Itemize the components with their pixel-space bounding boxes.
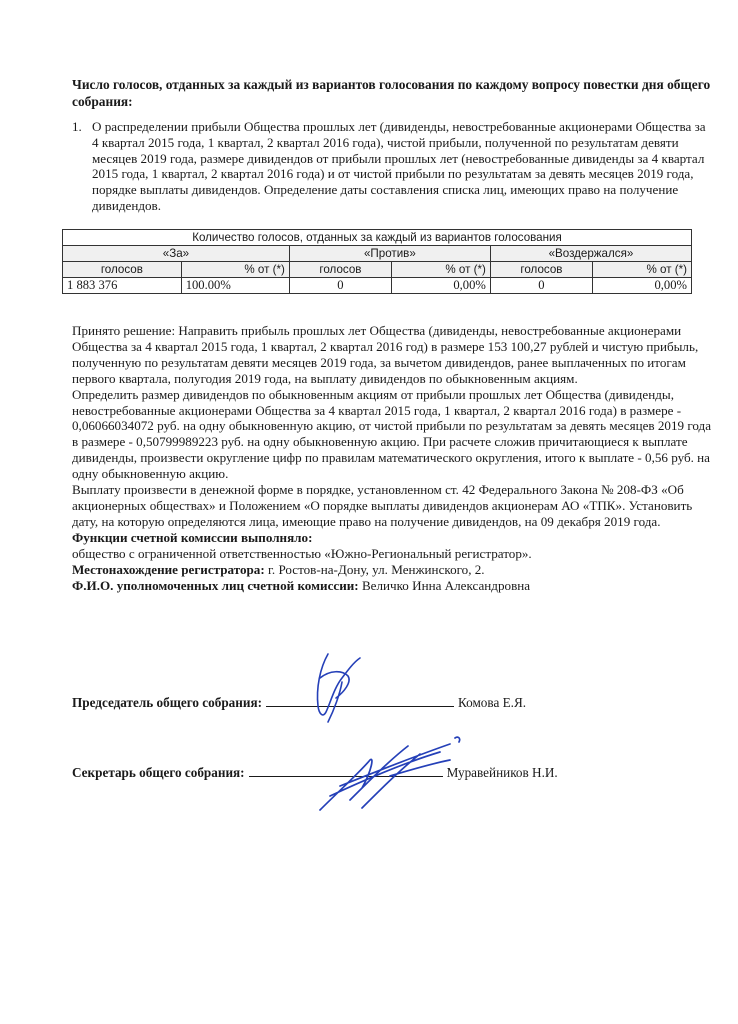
persons-value: Величко Инна Александровна xyxy=(361,577,531,593)
location-value: г. Ростов-на-Дону, ул. Менжинского, 2. xyxy=(268,561,485,577)
secretary-handwritten-signature xyxy=(300,730,480,820)
vozd-votes-value: 0 xyxy=(490,278,592,294)
chair-handwritten-signature xyxy=(290,648,380,728)
secretary-label: Секретарь общего собрания: xyxy=(72,765,245,780)
za-votes-value: 1 883 376 xyxy=(63,278,182,294)
table-caption: Количество голосов, отданных за каждый из вариантов голосования xyxy=(63,230,692,246)
commission-label: Функции счетной комиссии выполняло: xyxy=(72,529,313,545)
commission-name: общество с ограниченной ответственностью «Южно-Региональный регистратор». xyxy=(72,545,532,561)
decision-paragraph-2: Определить размер дивидендов по обыкновенным акциям от прибыли прошлых лет Общества (дивиденды, невостребованные акционерами Общества за 4 квартал 2015 года, 1 квартал, 2 квартал 2016 года) в размере - 0,06066034072 руб. на одну обыкновенную акцию, от чистой прибыли по результатам за девять месяцев 2019 года в размере - 0,50799989223 руб. на одну обыкновенную акцию. При расчете сложив причитающиеся к выплате дивиденды, произвести округление цифр по правилам математического округления, итого к выплате - 0,56 руб. на одну обыкновенную акцию. xyxy=(72,386,712,482)
agenda-question xyxy=(72,119,712,214)
secretary-name: Муравейников Н.И. xyxy=(446,765,558,780)
col-pct-protiv: % от (*) xyxy=(391,262,490,278)
group-vozderzhalsya: «Воздержался» xyxy=(490,246,691,262)
col-votes-za: голосов xyxy=(63,262,182,278)
col-pct-vozd: % от (*) xyxy=(592,262,691,278)
protiv-votes-value: 0 xyxy=(289,278,391,294)
col-pct-za: % от (*) xyxy=(181,262,289,278)
registrar-location-line xyxy=(72,562,712,578)
votes-heading: Число голосов, отданных за каждый из вариантов голосования по каждому вопросу повестки дня общего собрания: xyxy=(72,77,711,109)
commission-persons-line xyxy=(72,578,712,594)
chair-name: Комова Е.Я. xyxy=(457,695,527,710)
location-label: Местонахождение регистратора: xyxy=(72,561,265,577)
decision-paragraph-3: Выплату произвести в денежной форме в порядке, установленном ст. 42 Федерального Закона № 208-ФЗ «Об акционерных обществах» и Положением «О порядке выплаты дивидендов акционерам АО «ТПК». Установить дату, на которую определяются лица, имеющие право на получение дивидендов, на 09 декабря 2019 года. xyxy=(72,482,693,529)
za-pct-value: 100.00% xyxy=(181,278,289,294)
chair-signature-row xyxy=(72,694,712,711)
vozd-pct-value: 0,00% xyxy=(592,278,691,294)
group-za: «За» xyxy=(63,246,290,262)
question-number: 1. xyxy=(72,119,82,134)
chair-label: Председатель общего собрания: xyxy=(72,695,262,710)
persons-label: Ф.И.О. уполномоченных лиц счетной комиссии: xyxy=(72,577,359,593)
col-votes-vozd: голосов xyxy=(490,262,592,278)
group-protiv: «Против» xyxy=(289,246,490,262)
col-votes-protiv: голосов xyxy=(289,262,391,278)
question-text: О распределении прибыли Общества прошлых лет (дивиденды, невостребованные акционерами Общества за 4 квартал 2015 года, 1 квартал, 2 квартал 2016 года), чистой прибыли, полученной по результатам девяти месяцев 2019 года, размере дивидендов от прибыли прошлых лет (невостребованные дивиденды за 4 квартал 2015 года, 1 квартал, 2 квартал 2016 года) и от чистой прибыли по результатам за девять месяцев 2019 года, порядке выплаты дивидендов. Определение даты составления списка лиц, имеющих право на получение дивидендов. xyxy=(92,119,706,213)
decision-block xyxy=(72,323,712,593)
decision-paragraph-1: Принято решение: Направить прибыль прошлых лет Общества (дивиденды, невостребованные акционерами Общества за 4 квартал 2015 года, 1 квартал, 2 квартал 2016 год) в размере 153 100,27 рублей и чистую прибыль, полученную по результатам девяти месяцев 2019 года, за вычетом дивидендов, ранее выплаченных по итогам первого квартала, полугодия 2019 года, на выплату дивидендов по обыкновенным акциям. xyxy=(72,323,699,386)
protiv-pct-value: 0,00% xyxy=(391,278,490,294)
votes-table xyxy=(62,229,692,294)
